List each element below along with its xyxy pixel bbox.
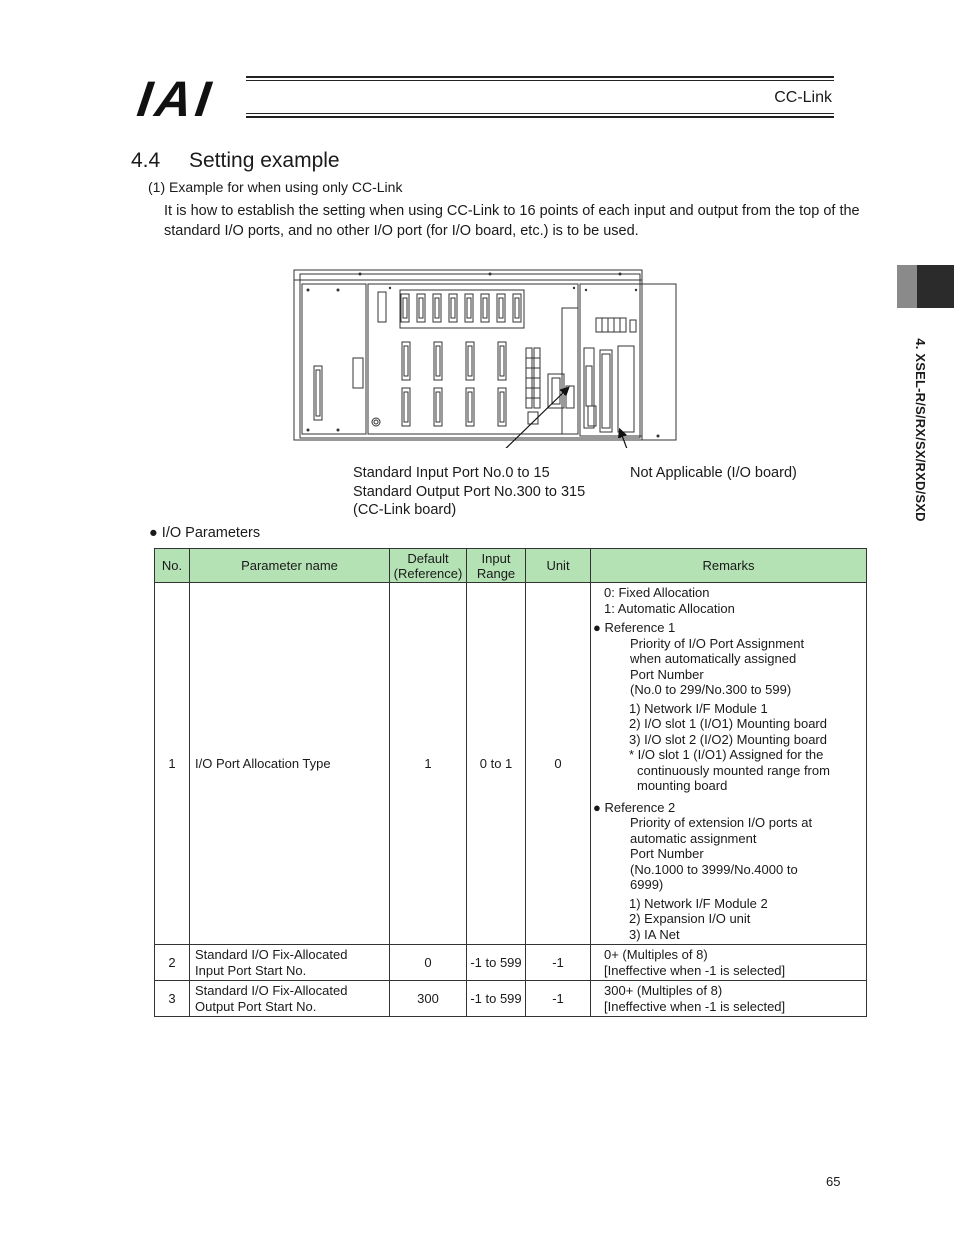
remark-reference-title: ● Reference 2 <box>593 799 676 815</box>
remark-line: 1: Automatic Allocation <box>604 600 735 616</box>
cell-range: -1 to 599 <box>467 945 526 981</box>
section-number: 4.4 <box>131 149 161 172</box>
cell-unit: -1 <box>526 945 591 981</box>
controller-diagram <box>290 266 690 448</box>
remark-line: 6999) <box>630 877 664 892</box>
cell-no: 2 <box>155 945 190 981</box>
cell-name-line: Input Port Start No. <box>195 962 307 978</box>
caption-cc-link-board <box>353 464 585 520</box>
cell-remarks <box>591 945 867 981</box>
column-header: Unit <box>526 549 591 583</box>
remark-line: 1) Network I/F Module 1 <box>629 700 768 716</box>
header-section-title: CC-Link <box>774 89 832 106</box>
remark-line: mounting board <box>637 778 728 793</box>
cell-range: -1 to 599 <box>467 981 526 1017</box>
table-row <box>155 981 867 1017</box>
io-parameters-title: ● I/O Parameters <box>149 525 261 541</box>
remark-line: [Ineffective when -1 is selected] <box>604 998 786 1014</box>
header-rule-top-thin <box>246 80 834 81</box>
caption-line: Standard Output Port No.300 to 315 <box>353 483 586 500</box>
subheading: (1) Example for when using only CC-Link <box>148 179 403 195</box>
section-title: Setting example <box>189 149 340 172</box>
remark-line: Port Number <box>630 666 704 682</box>
column-header: Remarks <box>591 549 867 583</box>
remark-line: 0+ (Multiples of 8) <box>604 947 708 962</box>
caption-line: Standard Input Port No.0 to 15 <box>353 465 550 481</box>
cell-name-line: Output Port Start No. <box>195 998 317 1014</box>
cell-remarks <box>591 981 867 1017</box>
cell-unit: -1 <box>526 981 591 1017</box>
remark-line: 300+ (Multiples of 8) <box>604 983 723 998</box>
remark-line: * I/O slot 1 (I/O1) Assigned for the <box>629 747 824 762</box>
page-number: 65 <box>826 1174 841 1189</box>
header-range-line: Input Range <box>476 550 516 581</box>
cell-name: I/O Port Allocation Type <box>190 583 390 945</box>
header-rule-bottom <box>246 116 834 118</box>
remark-line: 3) IA Net <box>629 926 680 942</box>
cell-name <box>190 981 390 1017</box>
remark-line: when automatically assigned <box>630 651 797 666</box>
cell-no: 1 <box>155 583 190 945</box>
column-header <box>390 549 467 583</box>
io-parameters-table <box>154 548 867 1017</box>
cell-unit: 0 <box>526 583 591 945</box>
header-rule-bottom-thin <box>246 113 834 114</box>
iai-logo: IAI <box>134 71 218 127</box>
table-row <box>155 583 867 945</box>
remark-line: Port Number <box>630 846 704 861</box>
table-row <box>155 945 867 981</box>
column-header: No. <box>155 549 190 583</box>
section-heading <box>131 149 340 173</box>
column-header: Parameter name <box>190 549 390 583</box>
remark-reference-title: ● Reference 1 <box>593 620 676 635</box>
remark-line: 1) Network I/F Module 2 <box>629 895 768 911</box>
cell-default: 300 <box>390 981 467 1017</box>
remark-line: [Ineffective when -1 is selected] <box>604 962 786 978</box>
remark-line: Priority of I/O Port Assignment <box>630 635 805 651</box>
cell-no: 3 <box>155 981 190 1017</box>
header-default-line: Default (Reference) <box>393 550 463 581</box>
remark-line: automatic assignment <box>630 830 757 846</box>
remark-line: 3) I/O slot 2 (I/O2) Mounting board <box>629 731 827 747</box>
cell-remarks <box>591 583 867 945</box>
caption-io-board: Not Applicable (I/O board) <box>630 465 797 481</box>
cell-default: 0 <box>390 945 467 981</box>
remark-line: 2) I/O slot 1 (I/O1) Mounting board <box>629 716 827 731</box>
cell-name-line: Standard I/O Fix-Allocated <box>195 983 348 998</box>
remark-line: Priority of extension I/O ports at <box>630 815 813 830</box>
cell-name <box>190 945 390 981</box>
cell-default: 1 <box>390 583 467 945</box>
remark-line: (No.1000 to 3999/No.4000 to <box>630 861 798 877</box>
cell-range: 0 to 1 <box>467 583 526 945</box>
table-header-row <box>155 549 867 583</box>
cell-name-line: Standard I/O Fix-Allocated <box>195 947 348 962</box>
remark-line: 2) Expansion I/O unit <box>629 911 751 926</box>
caption-line: (CC-Link board) <box>353 502 457 518</box>
header-rule-top <box>246 76 834 78</box>
remark-line: continuously mounted range from <box>637 762 830 778</box>
remark-line: (No.0 to 299/No.300 to 599) <box>630 682 792 697</box>
intro-paragraph: It is how to establish the setting when using CC-Link to 16 points of each input and output from the top of the standard I/O ports, and no other I/O port (for I/O board, etc.) is to be used. <box>164 203 860 239</box>
column-header <box>467 549 526 583</box>
remark-line: 0: Fixed Allocation <box>604 585 710 600</box>
chapter-tab-label: 4. XSEL-R/S/RX/SX/RXD/SXD <box>913 338 928 522</box>
